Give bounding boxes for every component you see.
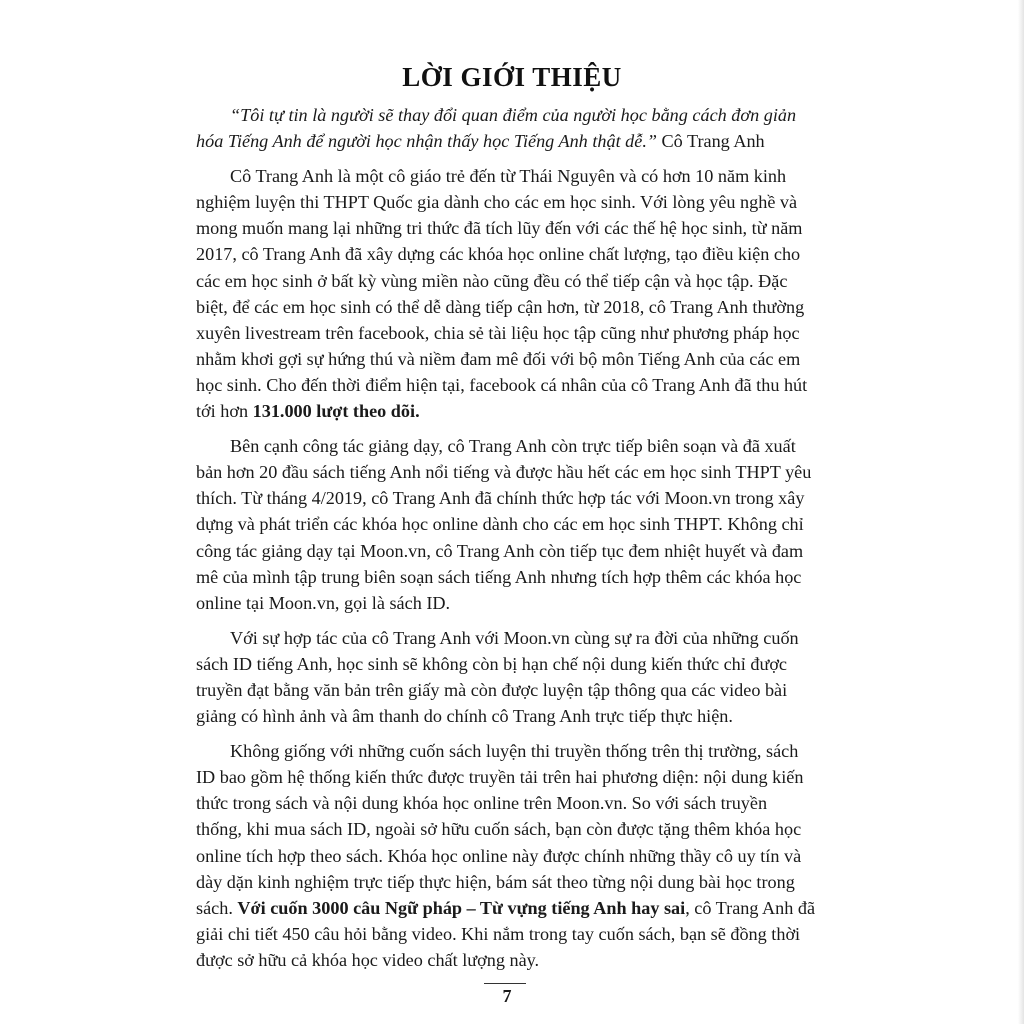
page-number: 7 (502, 986, 512, 1006)
paragraph-2: Bên cạnh công tác giảng dạy, cô Trang Anh còn trực tiếp biên soạn và đã xuất bản hơn 20 đầu sách tiếng Anh nổi tiếng và được hầu hết các em học sinh THPT yêu thích. Từ tháng 4/2019, cô Trang Anh đã chính thức hợp tác với Moon.vn trong xây dựng và phát triển các khóa học online dành cho các em học sinh THPT. Không chỉ công tác giảng dạy tại Moon.vn, cô Trang Anh còn tiếp tục đem nhiệt huyết và đam mê của mình tập trung biên soạn sách tiếng Anh nhưng tích hợp thêm các khóa học online tại Moon.vn, gọi là sách ID. (196, 436, 812, 613)
quote-author: Cô Trang Anh (661, 131, 765, 152)
paragraph-4-end: , cô Trang Anh đã giải chi tiết 450 câu hỏi bằng video. Khi nắm trong tay cuốn sách, bạn sẽ đồng thời được sở hữu cả khóa học video chất lượng này. (196, 897, 816, 970)
paragraph-1 (196, 163, 816, 424)
follower-count: 131.000 lượt theo dõi (252, 401, 416, 422)
footer-divider (484, 983, 526, 984)
paragraph-4-text: Không giống với những cuốn sách luyện thi truyền thống trên thị trường, sách ID bao gồm hệ thống kiến thức được truyền tải trên hai phương diện: nội dung kiến thức trong sách và nội dung khóa học online trên Moon.vn. So với sách truyền thống, khi mua sách ID, ngoài sở hữu cuốn sách, bạn còn được tặng thêm khóa học online tích hợp theo sách. Khóa học online này được chính những thầy cô uy tín và dày dặn kinh nghiệm trực tiếp thực hiện, bám sát theo từng nội dung bài học trong sách. (196, 741, 804, 918)
paragraph-1-end: . (415, 401, 420, 422)
paragraph-4 (196, 738, 816, 973)
paragraph-3: Với sự hợp tác của cô Trang Anh với Moon.vn cùng sự ra đời của những cuốn sách ID tiếng Anh, học sinh sẽ không còn bị hạn chế nội dung kiến thức chỉ được truyền đạt bằng văn bản trên giấy mà còn được luyện tập thông qua các video bài giảng có hình ảnh và âm thanh do chính cô Trang Anh trực tiếp thực hiện. (196, 627, 799, 727)
paragraph-1-text: Cô Trang Anh là một cô giáo trẻ đến từ Thái Nguyên và có hơn 10 năm kinh nghiệm luyện thi THPT Quốc gia dành cho các em học sinh. Với lòng yêu nghề và mong muốn mang lại những tri thức đã tích lũy đến với các thế hệ học sinh, từ năm 2017, cô Trang Anh đã xây dựng các khóa học online chất lượng, tạo điều kiện cho các em học sinh ở bất kỳ vùng miền nào cũng đều có thể tiếp cận và học tập. Đặc biệt, để các em học sinh có thể dễ dàng tiếp cận hơn, từ 2018, cô Trang Anh thường xuyên livestream trên facebook, chia sẻ tài liệu học tập cũng như phương pháp học nhằm khơi gợi sự hứng thú và niềm đam mê đối với bộ môn Tiếng Anh của các em học sinh. Cho đến thời điểm hiện tại, facebook cá nhân của cô Trang Anh đã thu hút tới hơn (196, 166, 808, 422)
page-body (196, 102, 816, 982)
page-title: LỜI GIỚI THIỆU (402, 62, 622, 92)
page-edge-shadow (1018, 0, 1024, 1024)
intro-quote (196, 102, 816, 154)
quote-text: “Tôi tự tin là người sẽ thay đổi quan điểm của người học bằng cách đơn giản hóa Tiếng Anh để người học nhận thấy học Tiếng Anh thật dễ.” (196, 105, 797, 152)
book-title-highlight: Với cuốn 3000 câu Ngữ pháp – Từ vựng tiếng Anh hay sai (237, 897, 686, 918)
